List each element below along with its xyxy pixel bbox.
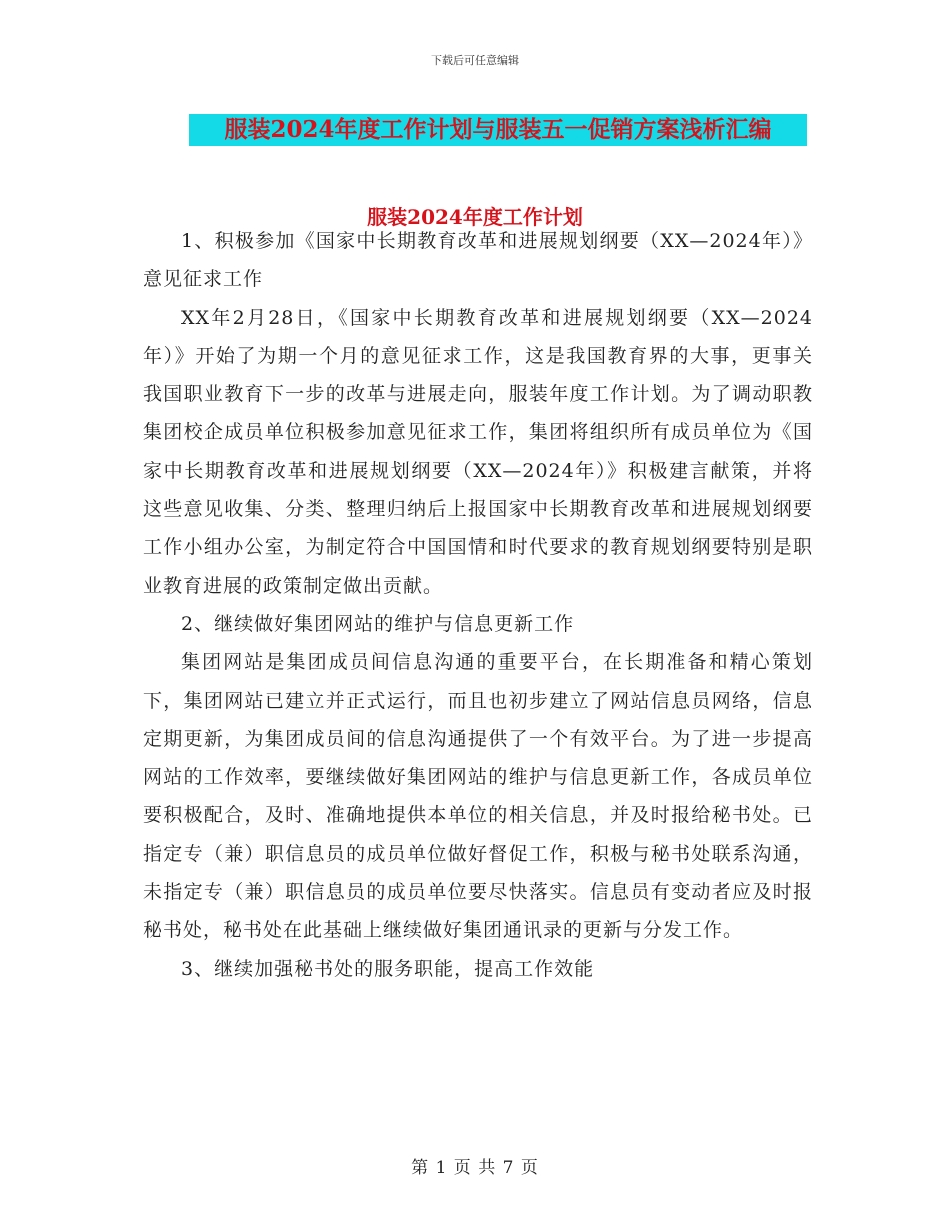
section-title: 服装2024年度工作计划 bbox=[367, 205, 583, 229]
document-title: 服装2024年度工作计划与服装五一促销方案浅析汇编 bbox=[189, 114, 807, 146]
page-footer: 第 1 页 共 7 页 bbox=[411, 1158, 539, 1178]
body-text bbox=[143, 222, 813, 988]
paragraph-item-1-body: XX年2月28日，《国家中长期教育改革和进展规划纲要（XX—2024年）》开始了为期一个月的意见征求工作，这是我国教育界的大事，更事关我国职业教育下一步的改革与进展走向，服装年度工作计划。为了调动职教集团校企成员单位积极参加意见征求工作，集团将组织所有成员单位为《国家中长期教育改革和进展规划纲要（XX—2024年）》积极建言献策，并将这些意见收集、分类、整理归纳后上报国家中长期教育改革和进展规划纲要工作小组办公室，为制定符合中国国情和时代要求的教育规划纲要特别是职业教育进展的政策制定做出贡献。 bbox=[143, 306, 813, 597]
paragraph-item-2-body: 集团网站是集团成员间信息沟通的重要平台，在长期准备和精心策划下，集团网站已建立并正式运行，而且也初步建立了网站信息员网络，信息定期更新，为集团成员间的信息沟通提供了一个有效平台。为了进一步提高网站的工作效率，要继续做好集团网站的维护与信息更新工作，各成员单位要积极配合，及时、准确地提供本单位的相关信息，并及时报给秘书处。已指定专（兼）职信息员的成员单位做好督促工作，积极与秘书处联系沟通，未指定专（兼）职信息员的成员单位要尽快落实。信息员有变动者应及时报秘书处，秘书处在此基础上继续做好集团通讯录的更新与分发工作。 bbox=[143, 651, 813, 942]
page-header-note: 下载后可任意编辑 bbox=[431, 54, 519, 67]
paragraph-item-3-heading: 3、继续加强秘书处的服务职能，提高工作效能 bbox=[181, 957, 595, 980]
paragraph-item-1-heading: 1、积极参加《国家中长期教育改革和进展规划纲要（XX—2024年）》意见征求工作 bbox=[143, 230, 813, 291]
paragraph-item-2-heading: 2、继续做好集团网站的维护与信息更新工作 bbox=[181, 612, 575, 635]
